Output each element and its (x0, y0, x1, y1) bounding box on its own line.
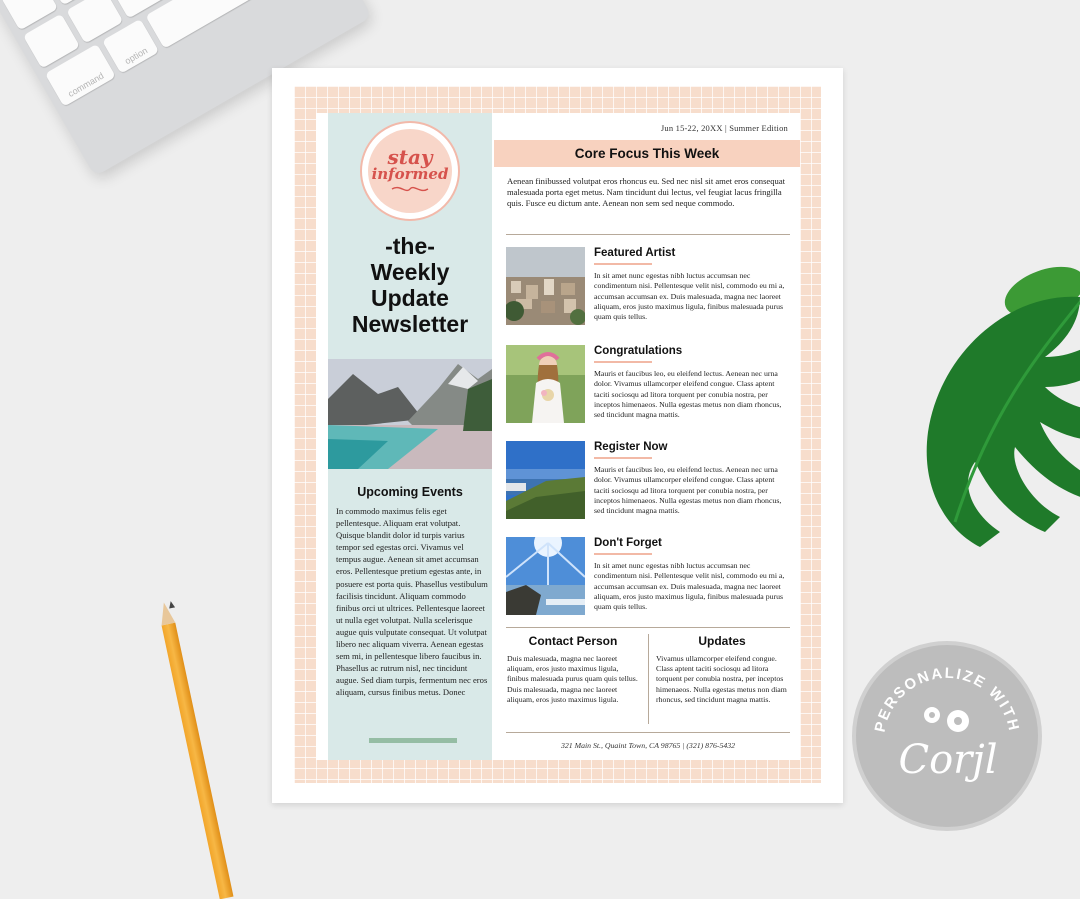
heading-underline (594, 361, 652, 363)
updates-body: Vivamus ullamcorper eleifend congue. Class aptent taciti sociosqu ad litora torquent per conubia nostra, per inceptos himenaeos. Nulla egestas metus non diam rhoncus, sed tincidunt magna mattis. (656, 654, 787, 704)
title-line: Weekly (370, 259, 450, 285)
divider (506, 627, 790, 628)
key: option (102, 19, 159, 74)
pencil-body (162, 623, 234, 899)
divider (506, 732, 790, 733)
article-heading: Congratulations (594, 345, 683, 357)
monstera-leaf-icon (920, 262, 1080, 572)
title-line: Newsletter (351, 311, 469, 337)
pencil-tip (157, 601, 175, 625)
article-heading: Register Now (594, 441, 668, 453)
flourish-icon (390, 184, 430, 194)
svg-text:PERSONALIZE WITH (872, 665, 1023, 734)
key (145, 0, 268, 49)
article-body: Mauris et faucibus leo, eu eleifend lectus. Aenean nec urna dolor. Vivamus ullamcorper eleifend congue. Class aptent taciti sociosqu ad litora torquent per conubia nostra, per inceptos himenaeos. Nulla egestas metus non diam rhoncus, sed tincidunt magna mattis. (594, 465, 782, 516)
title-line: Update (371, 285, 449, 311)
article-heading: Featured Artist (594, 247, 676, 259)
upcoming-events-heading: Upcoming Events (357, 485, 463, 499)
column-divider (648, 634, 649, 724)
lake-mountain-photo (328, 359, 492, 469)
article-heading: Don't Forget (594, 537, 662, 549)
edition-date: Jun 15-22, 20XX | Summer Edition (660, 123, 788, 133)
sidebar-accent-bar (369, 738, 457, 743)
article-body: In sit amet nunc egestas nibh luctus accumsan nec condimentum nisi. Pellentesque velit nisl, commodo eu mi a, accumsan accumsan ex. Duis malesuada, magna nec laoreet aliquam, eros justo maximus ligula, finibus malesuada purus quam quis tellus. (594, 271, 785, 322)
article-body: In sit amet nunc egestas nibh luctus accumsan nec condimentum nisi. Pellentesque velit nisl, commodo eu mi a, accumsan accumsan ex. Duis malesuada, magna nec laoreet aliquam, eros justo maximus ligula, finibus malesuada purus quam quis tellus. (594, 561, 785, 612)
seaside-sunburst-photo (506, 537, 585, 615)
stay-informed-stamp (360, 121, 460, 221)
personalize-badge (852, 641, 1042, 831)
address-footer: 321 Main St., Quaint Town, CA 98765 | (321) 876-5432 (560, 741, 736, 750)
title-line: -the- (385, 233, 435, 259)
core-focus-heading: Core Focus This Week (494, 140, 800, 167)
heading-underline (594, 553, 652, 555)
article-register-now (506, 441, 790, 521)
heading-underline (594, 457, 652, 459)
coast-photo (506, 441, 585, 519)
core-focus-body: Aenean finibussed volutpat eros rhoncus eu. Sed nec nisl sit amet eros consequat malesuada porta eget metus. Nam tincidunt dui lectus, vel feugiat lacus fringilla quis. Fusce eu dictum ante. Aenean non sem sed neque commodo. (507, 176, 786, 209)
newsletter-page (316, 113, 800, 760)
pencil (157, 601, 233, 897)
badge-script-text: Corjl (898, 737, 998, 783)
heading-underline (594, 263, 652, 265)
bride-photo (506, 345, 585, 423)
contact-person-body: Duis malesuada, magna nec laoreet aliquam, eros justo maximus ligula, finibus malesuada purus quam quis tellus. Duis malesuada, magna nec laoreet aliquam, eros justo maximus ligula. (507, 654, 638, 704)
badge-arc-text: PERSONALIZE WITH (871, 664, 1023, 734)
updates-heading: Updates (698, 634, 746, 648)
upcoming-events-body: In commodo maximus felis eget pellentesque. Aliquam erat volutpat. Quisque blandit dolor id turpis varius tempor sed egestas orci. Vivamus vel tempus augue. Aenean sit amet accumsan eros. Pellentesque pretium egestas ante, in posuere est porta quis. Phasellus vestibulum facilisis tincidunt. Aliquam commodo finibus orci ut ultrices. Pellentesque laoreet ut nulla eget volutpat. Nulla scelerisque augue quis vulputate consequat. Ut volutpat libero nec aliquam viverra. Aenean egestas sem mi, in pellentesque libero faucibus in. Phasellus ac rutrum nisl, nec tincidunt augue. Sed diam turpis, fermentum nec eros aliquam, cursus finibus metus. Donec (336, 506, 488, 698)
badge-artwork (856, 645, 1038, 827)
article-body: Mauris et faucibus leo, eu eleifend lectus. Aenean nec urna dolor. Vivamus ullamcorper eleifend congue. Class aptent taciti sociosqu ad litora torquent per conubia nostra, per inceptos himenaeos. Nulla egestas metus non diam rhoncus, sed tincidunt magna mattis. (594, 369, 782, 420)
city-photo (506, 247, 585, 325)
article-dont-forget (506, 537, 790, 617)
newsletter-title (328, 233, 492, 337)
article-featured-artist (506, 247, 790, 327)
stamp-word-informed: informed (371, 165, 449, 183)
divider (506, 234, 790, 235)
stamp-word-stay: stay (387, 145, 433, 169)
key: command (45, 44, 116, 107)
article-congratulations (506, 345, 790, 425)
contact-person-heading: Contact Person (528, 634, 618, 648)
